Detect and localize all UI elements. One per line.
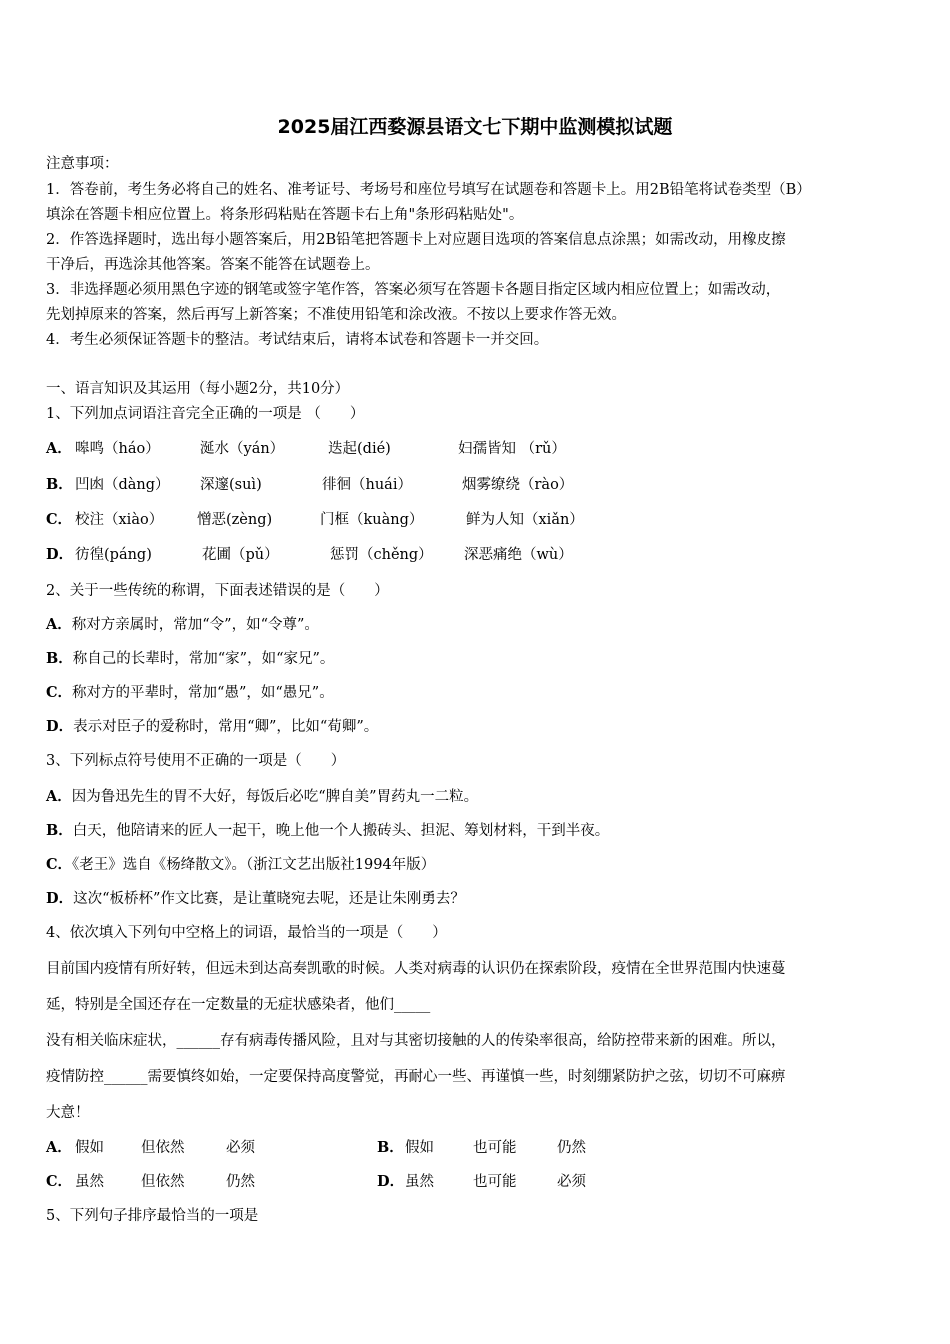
question-4-stem: 4、依次填入下列句中空格上的词语，最恰当的一项是（ ） [46, 925, 447, 941]
q1-option-label: B． [46, 476, 73, 493]
q2-option-label: C． [46, 684, 73, 701]
q2-option [46, 647, 334, 668]
q1-option-label: A． [46, 440, 72, 457]
q4-passage-line: 大意！ [46, 1105, 90, 1121]
notice-line: 1．答卷前，考生务必将自己的姓名、准考证号、考场号和座位号填写在试题卷和答题卡上。用2B铅笔将试卷类型（B） [46, 182, 811, 198]
q4-option-word: 虽然 [75, 1174, 104, 1190]
q4-option-word: 仍然 [557, 1140, 586, 1156]
q1-option-word: 鲜为人知（xiǎn） [466, 512, 584, 528]
section-heading: 一、语言知识及其运用（每小题2分，共10分） [46, 381, 350, 397]
question-5-stem: 5、下列句子排序最恰当的一项是 [46, 1208, 259, 1224]
notice-line: 先划掉原来的答案，然后再写上新答案；不准使用铅笔和涂改液。不按以上要求作答无效。 [46, 307, 626, 323]
q1-option-word: 徘徊（huái） [322, 477, 412, 493]
q4-passage-line: 没有相关临床症状，______存有病毒传播风险，且对与其密切接触的人的传染率很高，给防控带来新的困难。所以， [46, 1033, 786, 1049]
q4-option-label: C． [46, 1173, 73, 1190]
q2-option-label: A． [46, 616, 72, 633]
q4-option-word: 必须 [557, 1174, 586, 1190]
q3-option-label: C． [46, 856, 73, 873]
q4-option-label: A． [46, 1139, 72, 1156]
exam-title: 2025届江西婺源县语文七下期中监测模拟试题 [277, 116, 673, 138]
q4-option-word: 假如 [405, 1140, 434, 1156]
q1-option-word: 迭起(dié) [328, 441, 391, 457]
q1-option-word: 凹凼（dàng） [75, 477, 170, 493]
q1-option-word: 校注（xiào） [75, 512, 164, 528]
question-1-stem: 1、下列加点词语注音完全正确的一项是 （ ） [46, 406, 365, 422]
q4-passage-line: 疫情防控______需要慎终如始，一定要保持高度警觉，再耐心一些、再谨慎一些，时刻绷紧防护之弦，切切不可麻痹 [46, 1069, 786, 1085]
notice-line: 2．作答选择题时，选出每小题答案后，用2B铅笔把答题卡上对应题目选项的答案信息点涂黑；如需改动，用橡皮擦 [46, 232, 786, 248]
question-3-stem: 3、下列标点符号使用不正确的一项是（ ） [46, 753, 346, 769]
notice-heading: 注意事项： [46, 156, 119, 172]
q3-option [46, 887, 465, 908]
notice-line: 3．非选择题必须用黑色字迹的钢笔或签字笔作答，答案必须写在答题卡各题目指定区域内相应位置上；如需改动， [46, 282, 781, 298]
q3-option-text: 这次“板桥杯”作文比赛，是让董晓宛去呢，还是让朱刚勇去？ [73, 891, 465, 907]
q2-option-text: 称自己的长辈时，常加“家”，如“家兄”。 [72, 651, 335, 667]
q2-option [46, 681, 334, 702]
q1-option-word: 深邃(suì) [200, 477, 262, 493]
q4-option-word: 但依然 [141, 1140, 185, 1156]
question-2-stem: 2、关于一些传统的称谓，下面表述错误的是（ ） [46, 583, 389, 599]
q1-option-word: 涎水（yán） [200, 441, 285, 457]
q1-option-word: 花圃（pǔ） [202, 547, 279, 563]
q4-passage-line: 目前国内疫情有所好转，但远未到达高奏凯歌的时候。人类对病毒的认识仍在探索阶段，疫情在全世界范围内快速蔓 [46, 961, 786, 977]
q1-option-word: 门框（kuàng） [320, 512, 424, 528]
q2-option-label: B． [46, 650, 73, 667]
q3-option-text: 白天，他陪请来的匠人一起干，晚上他一个人搬砖头、担泥、筹划材料，干到半夜。 [72, 823, 610, 839]
q3-option [46, 819, 609, 840]
q4-option-word: 也可能 [473, 1174, 517, 1190]
q3-option-text: 因为鲁迅先生的胃不大好，每饭后必吃“脾自美”胃药丸一二粒。 [71, 789, 479, 805]
q3-option-label: D． [46, 890, 74, 907]
q2-option [46, 613, 319, 634]
q2-option-label: D． [46, 718, 74, 735]
q4-option-word: 假如 [75, 1140, 104, 1156]
q3-option-label: B． [46, 822, 73, 839]
q1-option-word: 惩罚（chěng） [330, 547, 433, 563]
q4-option-word: 也可能 [473, 1140, 517, 1156]
q2-option-text: 表示对臣子的爱称时，常用“卿”，比如“荀卿”。 [73, 719, 379, 735]
q1-option-label: C． [46, 511, 73, 528]
notice-line: 填涂在答题卡相应位置上。将条形码粘贴在答题卡右上角"条形码粘贴处"。 [46, 207, 524, 223]
q4-option-word: 但依然 [141, 1174, 185, 1190]
q4-option-word: 仍然 [226, 1174, 255, 1190]
q3-option-label: A． [46, 788, 72, 805]
q2-option [46, 715, 378, 736]
q1-option-word: 烟雾缭绕（rào） [462, 477, 574, 493]
notice-line: 4．考生必须保证答题卡的整洁。考试结束后，请将本试卷和答题卡一并交回。 [46, 332, 549, 348]
q1-option-word: 憎恶(zèng) [197, 512, 273, 528]
notice-line: 干净后，再选涂其他答案。答案不能答在试题卷上。 [46, 257, 380, 273]
q4-option-word: 必须 [226, 1140, 255, 1156]
q4-option-word: 虽然 [405, 1174, 434, 1190]
q4-option-label: D． [377, 1173, 405, 1190]
q3-option [46, 785, 478, 806]
q1-option-word: 妇孺皆知 （rǔ） [458, 441, 566, 457]
q4-passage-line: 延，特别是全国还存在一定数量的无症状感染者，他们_____ [46, 997, 431, 1013]
q4-option-label: B． [377, 1139, 404, 1156]
q1-option-word: 深恶痛绝（wù） [464, 547, 573, 563]
q2-option-text: 称对方亲属时，常加“令”，如“令尊”。 [71, 617, 319, 633]
q3-option-text: 《老王》选自《杨绛散文》。（浙江文艺出版社1994年版） [72, 857, 436, 873]
q1-option-word: 嗥鸣（háo） [75, 441, 160, 457]
q1-option-word: 彷徨(páng) [75, 547, 152, 563]
q1-option-label: D． [46, 546, 74, 563]
q3-option [46, 853, 435, 874]
q2-option-text: 称对方的平辈时，常加“愚”，如“愚兄”。 [72, 685, 334, 701]
